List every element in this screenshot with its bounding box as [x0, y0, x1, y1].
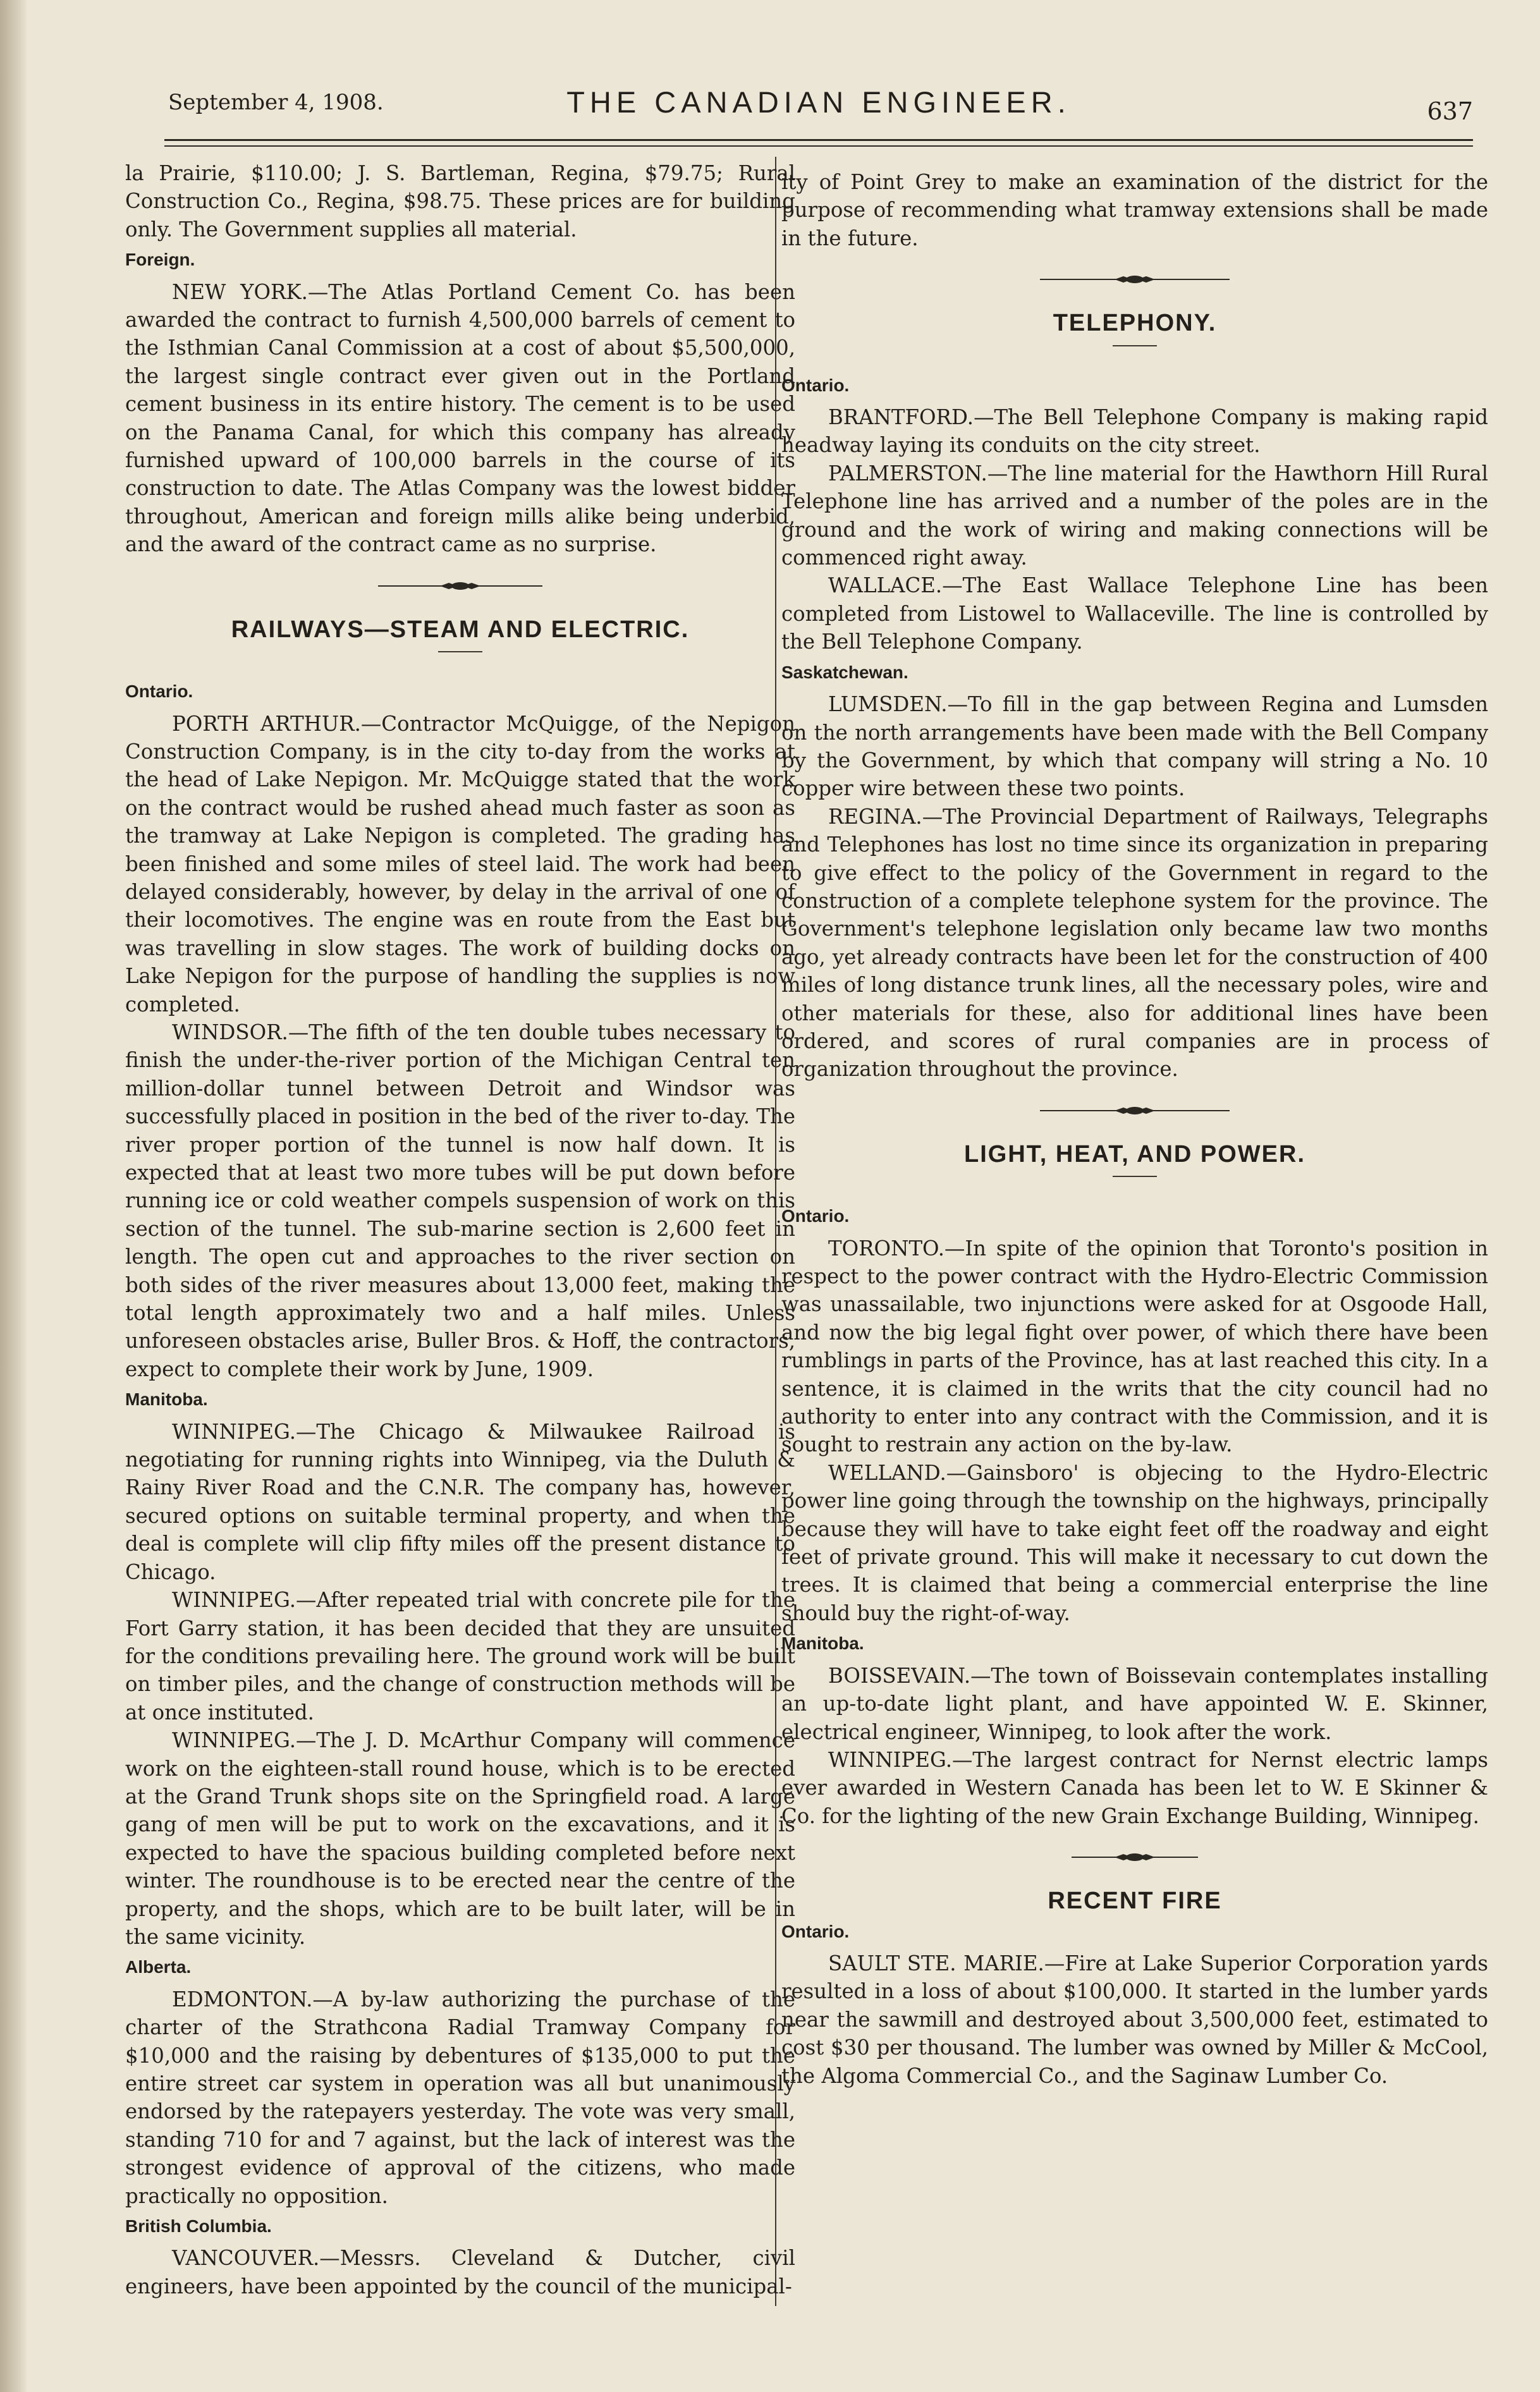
title-underline: [1113, 1176, 1157, 1177]
news-item-winnipeg: [125, 1726, 795, 1951]
item-text: —Fire at Lake Superior Corporation yards resulted in a loss of about $100,000. It started in the lumber yards near the sawmill and destroyed about 3,500,000 feet, estimated to cost $30 per thousand. The lumber was owned by Miller & McCool, the Algoma Commercial Co., and the Saginaw Lumber Co.: [781, 1951, 1488, 2088]
publication-title: THE CANADIAN ENGINEER.: [566, 85, 1071, 119]
news-item-winnipeg: [781, 1746, 1488, 1830]
news-item-edmonton: [125, 1986, 795, 2210]
region-heading-foreign: Foreign.: [125, 250, 195, 270]
news-item-brantford: [781, 403, 1488, 460]
place-name: REGINA.: [828, 804, 922, 829]
place-name: WINNIPEG.: [172, 1419, 296, 1444]
ornament-divider: [1040, 274, 1230, 285]
place-name: BOISSEVAIN.: [828, 1663, 971, 1688]
section-title-railways: RAILWAYS—STEAM AND ELECTRIC.: [231, 616, 690, 643]
left-column: [125, 159, 795, 2300]
item-text: —Messrs. Cleveland & Dutcher, civil engineers, have been appointed by the council of the municipal-: [125, 2246, 795, 2298]
ornament-divider: [1040, 1105, 1230, 1116]
news-item-vancouver: [125, 2244, 795, 2300]
news-item-sault-ste-marie: [781, 1950, 1488, 2090]
place-name: PORTH ARTHUR.: [172, 711, 361, 736]
section-title-light-heat-power: LIGHT, HEAT, AND POWER.: [964, 1140, 1305, 1168]
region-heading-ontario: Ontario.: [781, 375, 850, 395]
place-name: TORONTO.: [828, 1236, 944, 1260]
region-heading-ontario: Ontario.: [781, 1206, 850, 1226]
news-item-new-york: [125, 278, 795, 559]
news-item-toronto: [781, 1235, 1488, 1459]
item-text: —The East Wallace Telephone Line has been completed from Listowel to Wallaceville. The line is controlled by the Bell Telephone Company.: [781, 573, 1488, 654]
item-text: —The Provincial Department of Railways, Telegraphs and Telephones has lost no time since its organization in preparing to give effect to the policy of the Government in regard to the construction of a complete telephone system for the province. The Government's telephone legislation only became law two months ago, yet already contracts have been let for the construction of 400 miles of long distance trunk lines, all the necessary poles, wire and other materials for these, also for additional lines have been ordered, and scores of rural companies are in process of organization throughout the province.: [781, 804, 1488, 1082]
item-text: —The J. D. McArthur Company will commence work on the eighteen-stall round house, which is to be erected at the Grand Trunk shops site on the Springfield road. A large gang of men will be put to work on the excavations, and it is expected to have the spacious building completed before next winter. The roundhouse is to be erected near the centre of the property, and the shops, which are to be built later, will be in the same vicinity.: [125, 1728, 795, 1949]
item-text: —The town of Boissevain contemplates installing an up-to-date light plant, and have appointed W. E. Skinner, electrical engineer, Winnipeg, to look after the work.: [781, 1663, 1488, 1744]
place-name: SAULT STE. MARIE.: [828, 1951, 1044, 1975]
news-item-wallace: [781, 571, 1488, 656]
title-underline: [1113, 345, 1157, 346]
region-heading-ontario: Ontario.: [125, 681, 193, 702]
item-text: —The fifth of the ten double tubes necessary to finish the under-the-river portion of the Michigan Central ten million-dollar tunnel between Detroit and Windsor was successfully placed in position in the bed of the river to-day. The river proper portion of the tunnel is now half down. It is expected that at least two more tubes will be put down before running ice or cold weather compels suspension of work on this section of the tunnel. The sub-marine section is 2,600 feet in length. The open cut and approaches to the river section on both sides of the river measures about 13,000 feet, making the total length approximately two and a half miles. Unless unforeseen obstacles arise, Buller Bros. & Hoff, the contractors, expect to complete their work by June, 1909.: [125, 1020, 795, 1381]
item-text: —A by-law authorizing the purchase of the charter of the Strathcona Radial Tramway Company for $10,000 and the raising by debentures of $135,000 to put the entire street car system in operation was all but unanimously endorsed by the ratepayers yesterday. The vote was very small, standing 710 for and 7 against, but the lack of interest was the strongest evidence of approval of the citizens, who made practically no opposition.: [125, 1987, 795, 2208]
place-name: WINDSOR.: [172, 1020, 288, 1044]
ornament-divider: [1072, 1852, 1198, 1863]
header-rule-double: [164, 145, 1473, 147]
item-text: —To fill in the gap between Regina and Lumsden on the north arrangements have been made with the Bell Company by the Government, by which that company will string a No. 10 copper wire between these two points.: [781, 692, 1488, 801]
ornament-divider: [378, 580, 542, 592]
news-item-boissevain: [781, 1662, 1488, 1746]
item-text: —Gainsboro' is objecing to the Hydro-Electric power line going through the township on the highways, principally because they will have to take eight feet off the roadway and eight feet of private ground. This will make it necessary to cut down the trees. It is claimed that being a commercial enterprise the line should buy the right-of-way.: [781, 1460, 1488, 1625]
place-name: NEW YORK.: [172, 279, 308, 304]
region-heading-manitoba: Manitoba.: [125, 1389, 208, 1410]
item-text: —In spite of the opinion that Toronto's position in respect to the power contract with the Hydro-Electric Commission was unassailable, two injunctions were asked for at Osgoode Hall, and now the big legal fight over power, of which there have been rumblings in parts of the Province, has at last reached this city. In a sentence, it is claimed in the writs that the city council had no authority to enter into any contract with the Commission, and it is sought to restrain any action on the by-law.: [781, 1236, 1488, 1457]
page-header: [164, 81, 1473, 138]
place-name: EDMONTON.: [172, 1987, 313, 2011]
place-name: LUMSDEN.: [828, 692, 948, 717]
region-heading-manitoba: Manitoba.: [781, 1633, 864, 1654]
continued-paragraph: ity of Point Grey to make an examination of the district for the purpose of recommending what tramway extensions shall be made in the future.: [781, 170, 1488, 250]
page-number: 637: [1427, 97, 1473, 125]
place-name: WINNIPEG.: [172, 1728, 296, 1753]
place-name: BRANTFORD.: [828, 405, 974, 430]
region-heading-ontario: Ontario.: [781, 1921, 850, 1941]
item-text: —The line material for the Hawthorn Hill Rural Telephone line has arrived and a number of the poles are in the ground and the work of wiring and making connections will be commenced right away.: [781, 461, 1488, 570]
region-heading-saskatchewan: Saskatchewan.: [781, 662, 908, 682]
news-item-winnipeg: [125, 1586, 795, 1726]
item-text: —After repeated trial with concrete pile for the Fort Garry station, it has been decided that they are unsuited for the conditions prevailing here. The ground work will be built on timber piles, and the change of construction methods will be at once instituted.: [125, 1588, 795, 1724]
continued-paragraph: la Prairie, $110.00; J. S. Bartleman, Regina, $79.75; Rural Construction Co., Regina, $98.75. These prices are for building only. The Government supplies all material.: [125, 161, 795, 241]
place-name: WALLACE.: [828, 573, 943, 598]
section-title-telephony: TELEPHONY.: [1053, 310, 1217, 337]
region-heading-british-columbia: British Columbia.: [125, 2216, 272, 2236]
section-title-recent-fire: RECENT FIRE: [1048, 1888, 1222, 1915]
news-item-welland: [781, 1459, 1488, 1627]
item-text: —Contractor McQuigge, of the Nepigon Construction Company, is in the city to-day from the works at the head of Lake Nepigon. Mr. McQuigge stated that the work on the contract would be rushed ahead much faster as soon as the tramway at Lake Nepigon is completed. The grading has been finished and some miles of steel laid. The work had been delayed considerably, however, by delay in the arrival of one of their locomotives. The engine was en route from the East but was travelling in slow stages. The work of building docks on Lake Nepigon for the purpose of handling the supplies is now completed.: [125, 711, 795, 1016]
issue-date: September 4, 1908.: [168, 90, 384, 115]
place-name: PALMERSTON.: [828, 461, 987, 485]
place-name: WINNIPEG.: [828, 1747, 953, 1772]
region-heading-alberta: Alberta.: [125, 1957, 192, 1977]
header-rule: [164, 139, 1473, 141]
news-item-winnipeg: [125, 1418, 795, 1586]
place-name: WINNIPEG.: [172, 1588, 296, 1613]
right-column: [781, 168, 1488, 2090]
title-underline: [438, 651, 482, 652]
news-item-windsor: [125, 1018, 795, 1383]
news-item-lumsden: [781, 690, 1488, 803]
page-binding-edge: [0, 0, 28, 2392]
place-name: VANCOUVER.: [172, 2246, 320, 2271]
news-item-port-arthur: [125, 710, 795, 1018]
item-text: —The Atlas Portland Cement Co. has been awarded the contract to furnish 4,500,000 barrels of cement to the Isthmian Canal Commission at a cost of about $5,500,000, the largest single contract ever given out in the Portland cement business in its entire history. The cement is to be used on the Panama Canal, for which this company has already furnished upward of 100,000 barrels in the course of its construction to date. The Atlas Company was the lowest bidder throughout, American and foreign mills alike being underbid, and the award of the contract came as no surprise.: [125, 279, 795, 557]
item-text: —The largest contract for Nernst electric lamps ever awarded in Western Canada has been let to W. E Skinner & Co. for the lighting of the new Grain Exchange Building, Winnipeg.: [781, 1747, 1488, 1828]
item-text: —The Chicago & Milwaukee Railroad is negotiating for running rights into Winnipeg, via the Duluth & Rainy River Road and the C.N.R. The company has, however, secured options on suitable terminal property, and when the deal is complete will clip fifty miles off the present distance to Chicago.: [125, 1419, 795, 1584]
item-text: —The Bell Telephone Company is making rapid headway laying its conduits on the city street.: [781, 405, 1488, 458]
news-item-regina: [781, 803, 1488, 1083]
news-item-palmerston: [781, 460, 1488, 572]
place-name: WELLAND.: [828, 1460, 946, 1485]
